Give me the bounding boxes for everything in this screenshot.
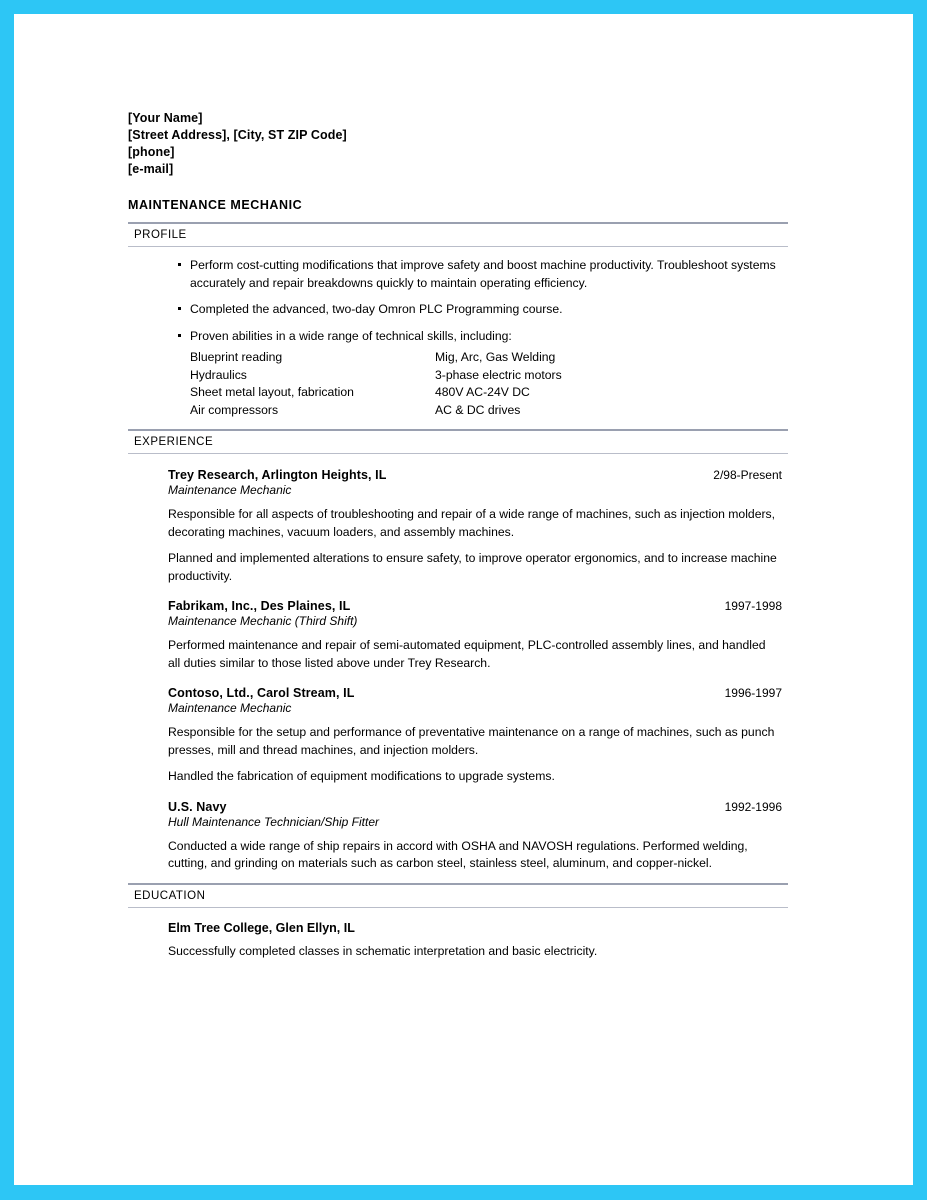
table-row — [190, 402, 788, 420]
skill-cell-right: AC & DC drives — [435, 402, 521, 417]
job-headline: MAINTENANCE MECHANIC — [128, 198, 303, 212]
position-title: Maintenance Mechanic — [168, 483, 292, 497]
contact-block — [128, 110, 788, 178]
profile-section — [128, 222, 788, 419]
experience-entry — [128, 800, 788, 873]
experience-entry-header — [168, 686, 788, 700]
experience-paragraph: Responsible for the setup and performance of preventative maintenance on a range of machines, such as punch presses, mill and thread machines, and injection molders. — [168, 725, 775, 757]
bullet-text: Proven abilities in a wide range of technical skills, including: — [190, 328, 512, 343]
section-heading-experience: EXPERIENCE — [134, 436, 214, 448]
applicant-name: [Your Name] — [128, 111, 203, 125]
experience-section — [128, 429, 788, 873]
experience-entry — [128, 599, 788, 672]
skill-cell-left: Sheet metal layout, fabrication — [190, 385, 354, 399]
list-item — [128, 257, 788, 292]
employer-name: Trey Research, Arlington Heights, IL — [168, 468, 387, 482]
bullet-text: Perform cost-cutting modifications that improve safety and boost machine productivity. Troubleshoot systems accurately and repair breakdowns quickly to maintain operating efficiency. — [190, 258, 776, 290]
position-title: Maintenance Mechanic (Third Shift) — [168, 614, 358, 628]
table-row — [190, 367, 788, 385]
section-rule-bottom — [128, 453, 788, 454]
experience-entry-header — [168, 800, 788, 814]
experience-entry — [128, 686, 788, 786]
experience-paragraph: Responsible for all aspects of troubleshooting and repair of a wide range of machines, such as injection molders, decorating machines, vacuum loaders, and assembly machines. — [168, 507, 776, 539]
skills-table — [128, 349, 788, 419]
skill-cell-left: Hydraulics — [190, 367, 247, 382]
bullet-icon — [178, 307, 181, 310]
employer-name: Contoso, Ltd., Carol Stream, IL — [168, 686, 355, 700]
experience-paragraph: Handled the fabrication of equipment modifications to upgrade systems. — [168, 769, 555, 783]
bullet-icon — [178, 263, 181, 266]
bullet-icon — [178, 334, 181, 337]
applicant-email: [e-mail] — [128, 162, 174, 176]
employer-name: Fabrikam, Inc., Des Plaines, IL — [168, 599, 351, 613]
profile-bullet-list — [128, 257, 788, 345]
skill-cell-right: 3-phase electric motors — [435, 367, 562, 382]
school-name: Elm Tree College, Glen Ellyn, IL — [168, 920, 355, 935]
table-row — [190, 349, 788, 367]
experience-paragraph: Planned and implemented alterations to ensure safety, to improve operator ergonomics, and to increase machine productivity. — [168, 551, 777, 583]
resume-page — [14, 14, 913, 1185]
skill-cell-left: Air compressors — [190, 402, 279, 417]
position-title: Maintenance Mechanic — [168, 701, 292, 715]
experience-paragraph: Performed maintenance and repair of semi-automated equipment, PLC-controlled assembly lines, and handled all duties similar to those listed above under Trey Research. — [168, 638, 766, 670]
experience-entry — [128, 468, 788, 585]
experience-paragraph: Conducted a wide range of ship repairs in accord with OSHA and NAVOSH regulations. Performed welding, cutting, and grinding on materials such as carbon steel, stainless steel, aluminum, and copper-nickel. — [168, 838, 748, 870]
section-rule-bottom — [128, 246, 788, 247]
skill-cell-right: 480V AC-24V DC — [435, 385, 530, 399]
skill-cell-left: Blueprint reading — [190, 350, 283, 364]
bullet-text: Completed the advanced, two-day Omron PLC Programming course. — [190, 302, 563, 316]
list-item — [128, 328, 788, 346]
education-section — [128, 883, 788, 961]
position-title: Hull Maintenance Technician/Ship Fitter — [168, 814, 380, 829]
employment-dates: 1996-1997 — [724, 686, 782, 700]
employment-dates: 1997-1998 — [724, 599, 782, 613]
applicant-address: [Street Address], [City, ST ZIP Code] — [128, 128, 347, 142]
experience-entry-header — [168, 468, 788, 482]
employer-name: U.S. Navy — [168, 799, 227, 814]
section-rule-bottom — [128, 907, 788, 908]
employment-dates: 1992-1996 — [724, 799, 782, 814]
section-heading-profile: PROFILE — [134, 229, 187, 241]
skill-cell-right: Mig, Arc, Gas Welding — [435, 350, 556, 364]
employment-dates: 2/98-Present — [713, 468, 782, 482]
experience-entry-header — [168, 599, 788, 613]
table-row — [190, 384, 788, 402]
education-description: Successfully completed classes in schematic interpretation and basic electricity. — [168, 943, 598, 958]
resume-content — [128, 110, 788, 960]
list-item — [128, 301, 788, 319]
education-entry — [128, 921, 788, 961]
applicant-phone: [phone] — [128, 145, 175, 159]
section-heading-education: EDUCATION — [134, 889, 206, 902]
